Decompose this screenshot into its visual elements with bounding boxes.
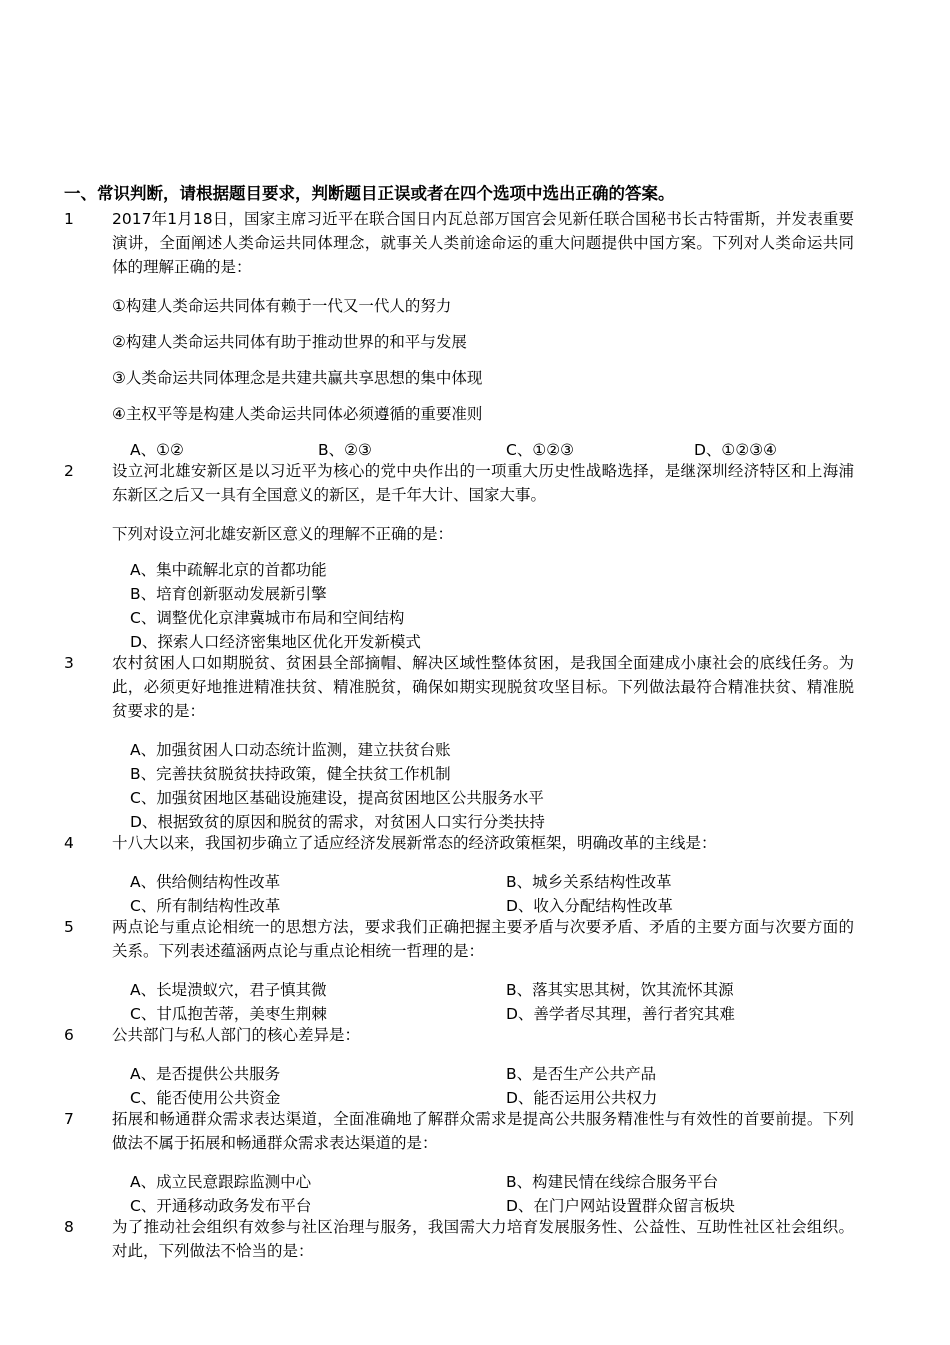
option-c: C、所有制结构性改革	[130, 897, 281, 915]
question-text: 2017年1月18日，国家主席习近平在联合国日内瓦总部万国宫会见新任联合国秘书长古特雷斯，并发表重要演讲，全面阐述人类命运共同体理念，就事关人类前途命运的重大问题提供中国方案。下列对人类命运共同体的理解正确的是：	[112, 210, 854, 276]
option-c: C、加强贫困地区基础设施建设，提高贫困地区公共服务水平	[130, 789, 544, 807]
statement: ③人类命运共同体理念是共建共赢共享思想的集中体现	[112, 369, 483, 387]
question-text: 两点论与重点论相统一的思想方法，要求我们正确把握主要矛盾与次要矛盾、矛盾的主要方面与次要方面的关系。下列表述蕴涵两点论与重点论相统一哲理的是：	[112, 918, 854, 960]
option-b: B、构建民情在线综合服务平台	[506, 1173, 719, 1191]
option-c: C、能否使用公共资金	[130, 1089, 281, 1107]
option-c: C、①②③	[506, 441, 575, 459]
option-c: C、调整优化京津冀城市布局和空间结构	[130, 609, 405, 627]
statement: ②构建人类命运共同体有助于推动世界的和平与发展	[112, 333, 467, 351]
option-b: B、培育创新驱动发展新引擎	[130, 585, 327, 603]
option-b: B、完善扶贫脱贫扶持政策，健全扶贫工作机制	[130, 765, 451, 783]
question-number: 7	[64, 1110, 74, 1128]
option-d: D、收入分配结构性改革	[506, 897, 673, 915]
question-text: 公共部门与私人部门的核心差异是：	[112, 1026, 361, 1044]
option-a: A、成立民意跟踪监测中心	[130, 1173, 312, 1191]
option-a: A、加强贫困人口动态统计监测，建立扶贫台账	[130, 741, 451, 759]
option-b: B、城乡关系结构性改革	[506, 873, 672, 891]
question-number: 6	[64, 1026, 74, 1044]
option-d: D、探索人口经济密集地区优化开发新模式	[130, 633, 421, 651]
option-b: B、是否生产公共产品	[506, 1065, 657, 1083]
option-c: C、开通移动政务发布平台	[130, 1197, 312, 1215]
question-number: 3	[64, 654, 74, 672]
option-d: D、能否运用公共权力	[506, 1089, 658, 1107]
option-d: D、在门户网站设置群众留言板块	[506, 1197, 735, 1215]
question-number: 4	[64, 834, 74, 852]
statement: ④主权平等是构建人类命运共同体必须遵循的重要准则	[112, 405, 483, 423]
option-d: D、善学者尽其理，善行者究其难	[506, 1005, 735, 1023]
question-number: 8	[64, 1218, 74, 1236]
option-a: A、长堤溃蚁穴，君子慎其微	[130, 981, 327, 999]
option-d: D、①②③④	[694, 441, 778, 459]
section-title: 一、常识判断，请根据题目要求，判断题目正误或者在四个选项中选出正确的答案。	[64, 184, 675, 203]
option-a: A、是否提供公共服务	[130, 1065, 281, 1083]
question-text: 拓展和畅通群众需求表达渠道，全面准确地了解群众需求是提高公共服务精准性与有效性的首要前提。下列做法不属于拓展和畅通群众需求表达渠道的是：	[112, 1110, 854, 1152]
option-d: D、根据致贫的原因和脱贫的需求，对贫困人口实行分类扶持	[130, 813, 545, 831]
question-number: 5	[64, 918, 74, 936]
question-text: 设立河北雄安新区是以习近平为核心的党中央作出的一项重大历史性战略选择，是继深圳经济特区和上海浦东新区之后又一具有全国意义的新区，是千年大计、国家大事。	[112, 462, 854, 504]
question-text: 为了推动社会组织有效参与社区治理与服务，我国需大力培育发展服务性、公益性、互助性社区社会组织。对此，下列做法不恰当的是：	[112, 1218, 854, 1260]
question-text: 农村贫困人口如期脱贫、贫困县全部摘帽、解决区域性整体贫困，是我国全面建成小康社会的底线任务。为此，必须更好地推进精准扶贫、精准脱贫，确保如期实现脱贫攻坚目标。下列做法最符合精准扶贫、精准脱贫要求的是：	[112, 654, 854, 720]
question-number: 2	[64, 462, 74, 480]
option-b: B、②③	[318, 441, 372, 459]
question-text: 十八大以来，我国初步确立了适应经济发展新常态的经济政策框架，明确改革的主线是：	[112, 834, 717, 852]
option-c: C、甘瓜抱苦蒂，美枣生荆棘	[130, 1005, 327, 1023]
option-a: A、①②	[130, 441, 184, 459]
statement: ①构建人类命运共同体有赖于一代又一代人的努力	[112, 297, 452, 315]
option-a: A、供给侧结构性改革	[130, 873, 281, 891]
question-number: 1	[64, 210, 74, 228]
question-subtext: 下列对设立河北雄安新区意义的理解不正确的是：	[112, 525, 454, 543]
option-a: A、集中疏解北京的首都功能	[130, 561, 327, 579]
option-b: B、落其实思其树，饮其流怀其源	[506, 981, 734, 999]
